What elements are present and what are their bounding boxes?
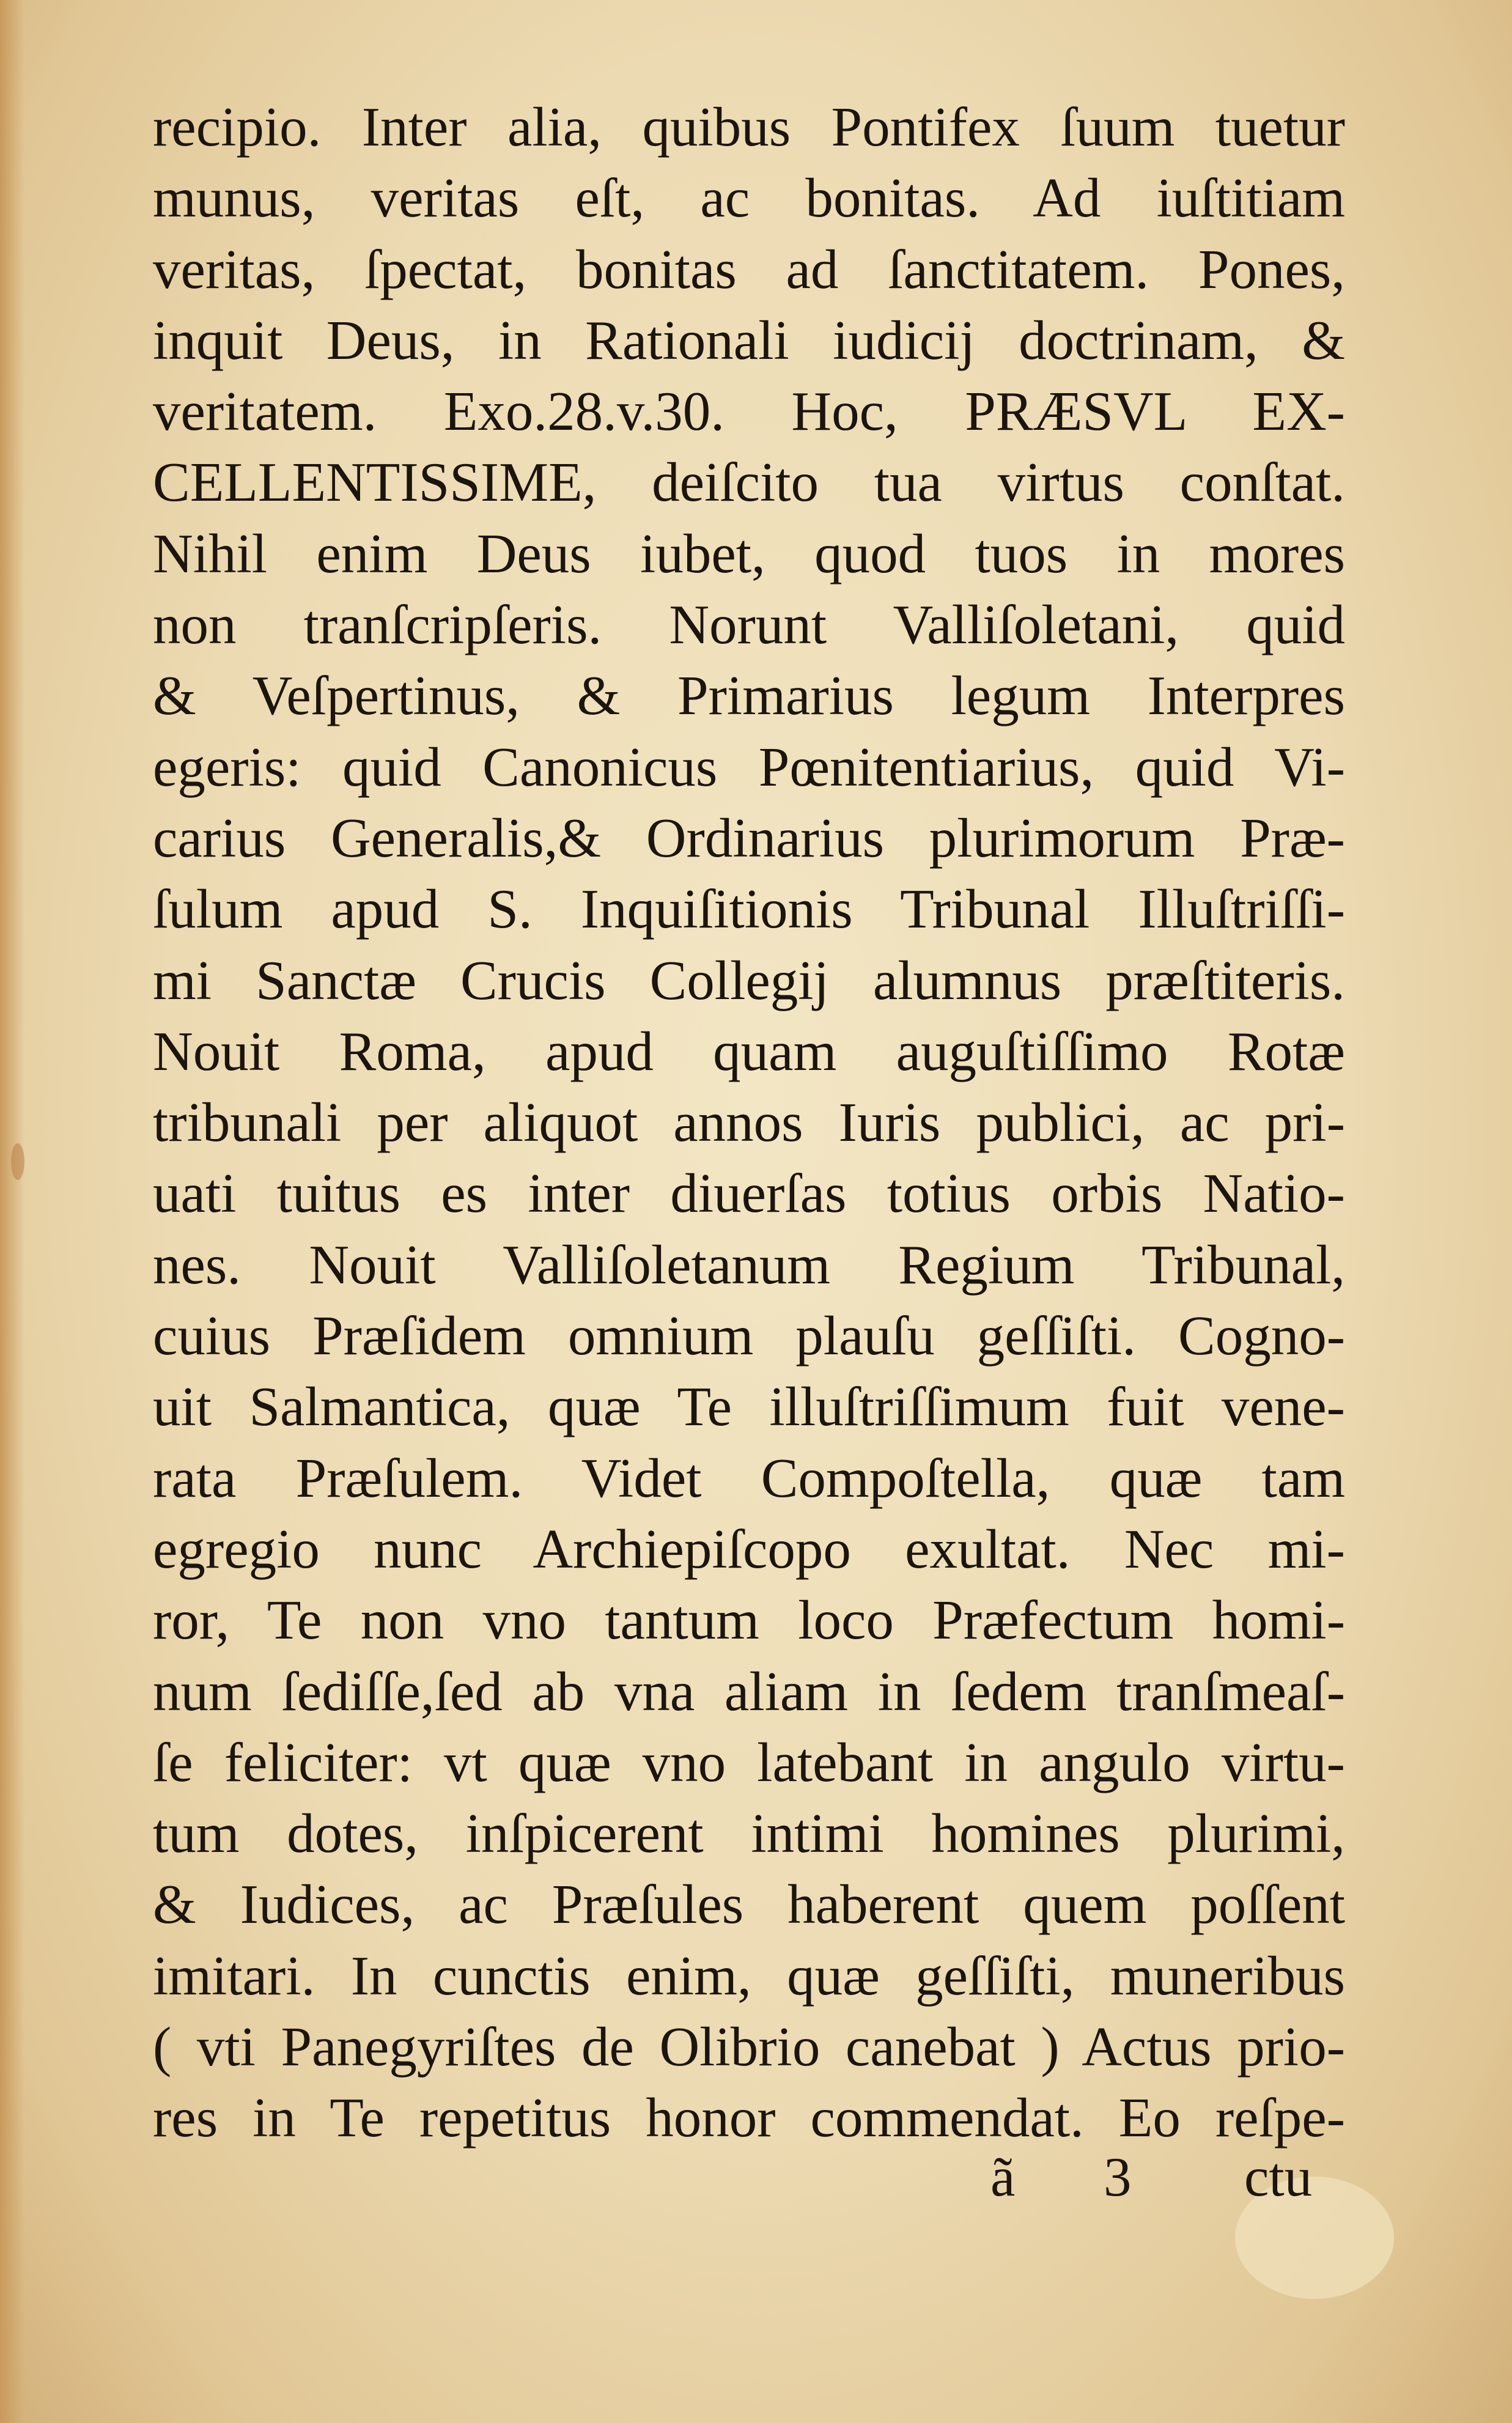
text-line: CELLENTISSIME, deiſcito tua virtus conſtat.: [153, 451, 1345, 514]
page-edge-shadow: [0, 0, 24, 2423]
text-line: nes. Nouit Valliſoletanum Regium Tribunal,: [153, 1233, 1345, 1296]
text-line: veritatem. Exo.28.v.30. Hoc, PRÆSVL EX-: [153, 380, 1345, 443]
text-line: ( vti Panegyriſtes de Olibrio canebat ) Actus prio-: [153, 2016, 1345, 2078]
text-line: cuius Præſidem omnium plauſu geſſiſti. Cogno-: [153, 1305, 1345, 1367]
text-line: non tranſcripſeris. Norunt Valliſoletani, quid: [153, 594, 1345, 656]
text-line: ſulum apud S. Inquiſitionis Tribunal Illuſtriſſi-: [153, 878, 1345, 940]
signature-mark: ã: [990, 2146, 1016, 2208]
text-line: recipio. Inter alia, quibus Pontifex ſuum tuetur: [153, 96, 1345, 158]
body-text: [153, 92, 1345, 2154]
text-line: imitari. In cunctis enim, quæ geſſiſti, muneribus: [153, 1944, 1345, 2007]
text-line: egeris: quid Canonicus Pœnitentiarius, quid Vi-: [153, 736, 1345, 798]
text-line: tribunali per aliquot annos Iuris publici, ac pri-: [153, 1091, 1345, 1154]
text-line: rata Præſulem. Videt Compoſtella, quæ tam: [153, 1447, 1345, 1509]
signature-number: 3: [1104, 2146, 1132, 2208]
text-line: Nihil enim Deus iubet, quod tuos in mores: [153, 522, 1345, 585]
text-line: Nouit Roma, apud quam auguſtiſſimo Rotæ: [153, 1020, 1345, 1082]
signature-line: [990, 2145, 1333, 2218]
paper-stain: [11, 1143, 24, 1180]
text-line: uit Salmantica, quæ Te illuſtriſſimum fuit vene-: [153, 1376, 1345, 1438]
text-line: uati tuitus es inter diuerſas totius orbis Natio-: [153, 1162, 1345, 1225]
text-line: & Iudices, ac Præſules haberent quem poſſent: [153, 1873, 1345, 1936]
text-line: egregio nunc Archiepiſcopo exultat. Nec mi-: [153, 1518, 1345, 1580]
text-line: & Veſpertinus, & Primarius legum Interpres: [153, 665, 1345, 727]
text-line: inquit Deus, in Rationali iudicij doctrinam, &: [153, 309, 1345, 371]
text-line: tum dotes, inſpicerent intimi homines plurimi,: [153, 1802, 1345, 1865]
catchword: ctu: [1244, 2146, 1313, 2208]
text-line: ſe feliciter: vt quæ vno latebant in angulo virtu-: [153, 1731, 1345, 1793]
text-line: carius Generalis,& Ordinarius plurimorum Præ-: [153, 806, 1345, 869]
text-line: res in Te repetitus honor commendat. Eo reſpe-: [153, 2087, 1345, 2149]
text-line: veritas, ſpectat, bonitas ad ſanctitatem. Pones,: [153, 238, 1345, 300]
text-line: num ſediſſe,ſed ab vna aliam in ſedem tranſmeaſ-: [153, 1660, 1345, 1722]
text-line: mi Sanctæ Crucis Collegij alumnus præſtiteris.: [153, 949, 1345, 1011]
text-line: ror, Te non vno tantum loco Præfectum homi-: [153, 1589, 1345, 1651]
text-line: munus, veritas eſt, ac bonitas. Ad iuſtitiam: [153, 167, 1345, 229]
